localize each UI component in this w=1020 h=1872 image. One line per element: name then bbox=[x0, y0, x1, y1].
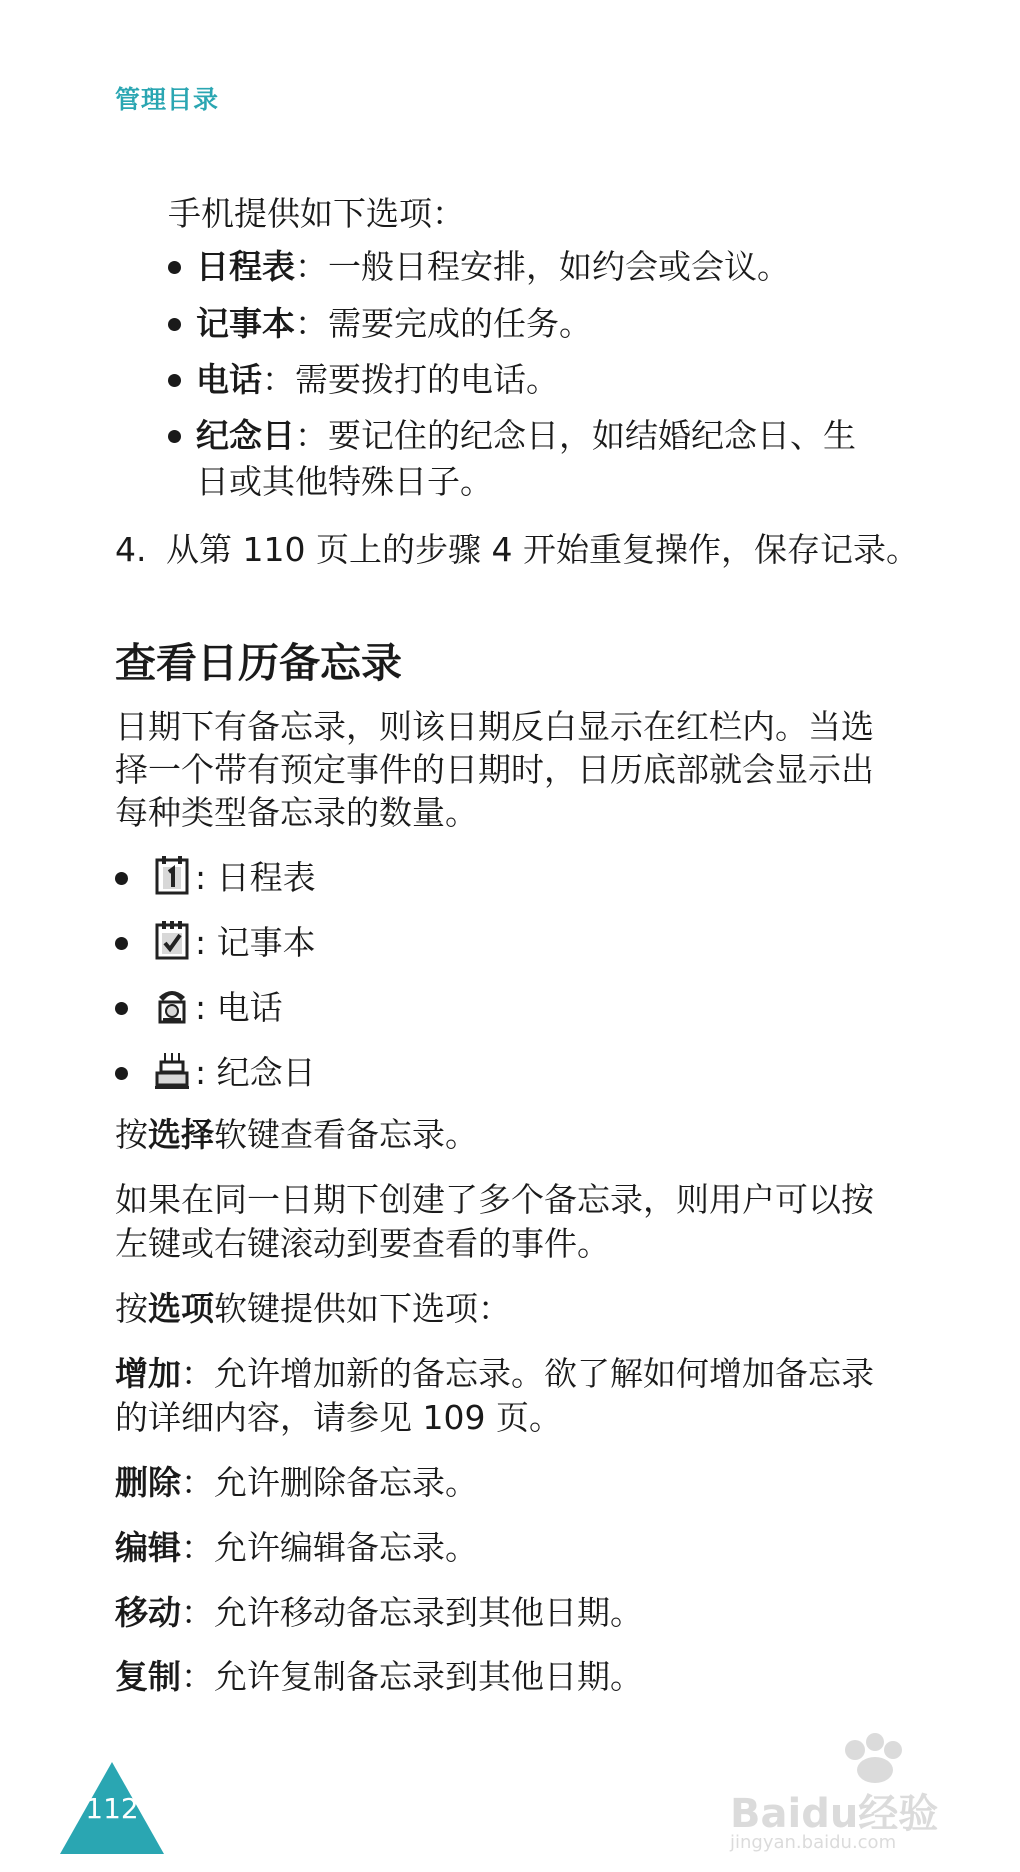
bullet bbox=[168, 318, 181, 331]
step-text: 从第 110 页上的步骤 4 开始重复操作，保存记录。 bbox=[166, 530, 919, 569]
menu-item-delete: 删除：允许删除备忘录。 bbox=[115, 1463, 478, 1502]
watermark-url: jingyan.baidu.com bbox=[730, 1832, 897, 1853]
checklist-icon bbox=[155, 920, 189, 960]
bullet bbox=[115, 937, 128, 950]
paragraph-line: 左键或右键滚动到要查看的事件。 bbox=[115, 1224, 610, 1263]
menu-item-add-cont: 的详细内容，请参见 109 页。 bbox=[115, 1398, 562, 1437]
baidu-watermark bbox=[730, 1720, 980, 1853]
cake-icon bbox=[155, 1050, 189, 1090]
paragraph-line: 如果在同一日期下创建了多个备忘录，则用户可以按 bbox=[115, 1180, 874, 1219]
section-label: 管理目录 bbox=[115, 85, 220, 114]
icon-label-anniversary: : 纪念日 bbox=[195, 1053, 316, 1092]
icon-label-schedule: : 日程表 bbox=[195, 858, 316, 897]
menu-item-move: 移动：允许移动备忘录到其他日期。 bbox=[115, 1593, 643, 1632]
menu-item-copy: 复制：允许复制备忘录到其他日期。 bbox=[115, 1657, 643, 1696]
press-options-text: 按选项软键提供如下选项： bbox=[115, 1289, 511, 1328]
section-heading: 查看日历备忘录 bbox=[115, 639, 402, 687]
bullet bbox=[115, 1067, 128, 1080]
option-item-notes: 记事本：需要完成的任务。 bbox=[196, 304, 592, 343]
watermark-logo: Baidu经验 bbox=[730, 1791, 939, 1837]
menu-item-add: 增加：允许增加新的备忘录。欲了解如何增加备忘录 bbox=[115, 1354, 874, 1393]
menu-item-edit: 编辑：允许编辑备忘录。 bbox=[115, 1528, 478, 1567]
bullet bbox=[115, 872, 128, 885]
bullet bbox=[168, 261, 181, 274]
option-item-anniversary-cont: 日或其他特殊日子。 bbox=[196, 462, 493, 501]
intro-text: 手机提供如下选项： bbox=[168, 194, 465, 233]
calendar-icon bbox=[155, 855, 189, 895]
icon-label-call: : 电话 bbox=[195, 988, 283, 1027]
paragraph-line: 每种类型备忘录的数量。 bbox=[115, 793, 478, 832]
option-item-anniversary: 纪念日：要记住的纪念日，如结婚纪念日、生 bbox=[196, 416, 856, 455]
paragraph-line: 择一个带有预定事件的日期时，日历底部就会显示出 bbox=[115, 750, 874, 789]
step-number: 4. bbox=[115, 530, 147, 569]
option-item-call: 电话：需要拨打的电话。 bbox=[196, 360, 559, 399]
icon-label-notes: : 记事本 bbox=[195, 923, 316, 962]
bullet bbox=[168, 374, 181, 387]
press-select-text: 按选择软键查看备忘录。 bbox=[115, 1115, 478, 1154]
bullet bbox=[168, 430, 181, 443]
telephone-icon bbox=[155, 985, 189, 1025]
paragraph-line: 日期下有备忘录，则该日期反白显示在红栏内。当选 bbox=[115, 707, 874, 746]
bullet bbox=[115, 1002, 128, 1015]
page-number: 112 bbox=[85, 1792, 139, 1825]
option-item-schedule: 日程表：一般日程安排，如约会或会议。 bbox=[196, 247, 790, 286]
